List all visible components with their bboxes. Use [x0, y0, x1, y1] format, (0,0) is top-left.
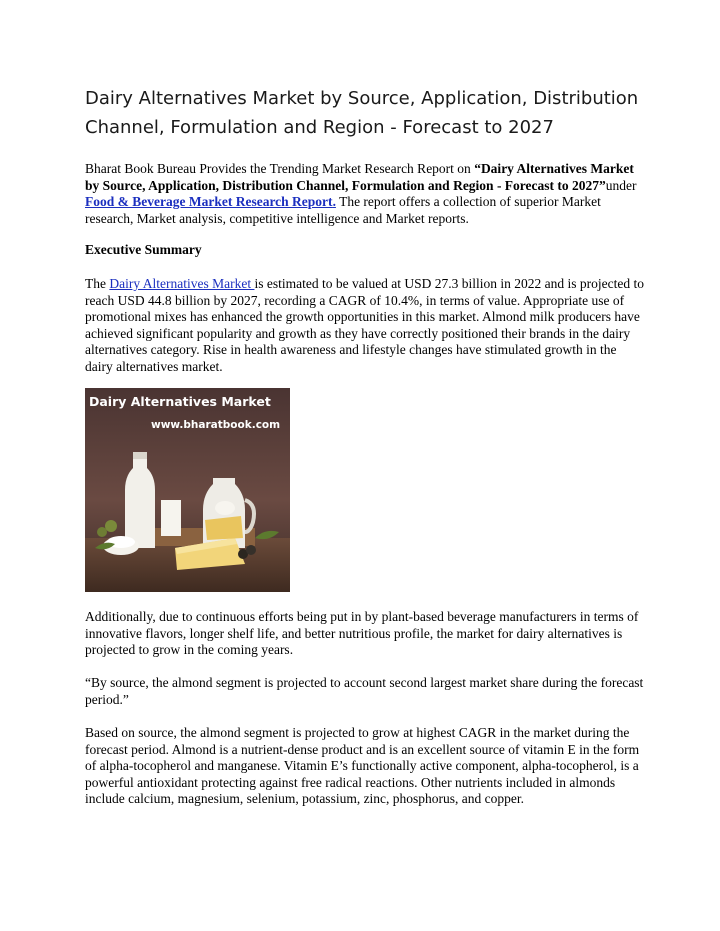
- source-quote-paragraph: “By source, the almond segment is projected to account second largest market share during the forecast period.”: [85, 675, 644, 707]
- summary-the: The: [85, 276, 110, 291]
- additionally-paragraph: Additionally, due to continuous efforts being put in by plant-based beverage manufacturers in terms of innovative flavors, longer shelf life, and better nutritious profile, the market for dairy alternatives is projected to grow in the coming years.: [85, 609, 639, 657]
- intro-text-after: The report offers a collection of superior Market research, Market analysis, competitive intelligence and Market reports.: [85, 194, 601, 226]
- dairy-products-image: [85, 388, 290, 592]
- executive-summary-heading: Executive Summary: [85, 242, 202, 257]
- document-title: Dairy Alternatives Market by Source, Application, Distribution Channel, Formulation and Region - Forecast to 2027: [85, 88, 639, 138]
- almond-source-paragraph: Based on source, the almond segment is projected to grow at highest CAGR in the market during the forecast period. Almond is a nutrient-dense product and is an excellent source of vitamin E in the form of alpha-tocopherol and manganese. Vitamin E’s functionally active component, alpha-tocopherol, is a powerful antioxidant protecting against free radical reactions. Other nutrients included in almonds include calcium, magnesium, selenium, potassium, zinc, phosphorus, and copper.: [85, 725, 640, 806]
- food-beverage-link-label: Food & Beverage Market Research Report: [85, 194, 333, 209]
- intro-paragraph: [85, 161, 645, 227]
- food-beverage-link-dot: .: [332, 194, 336, 209]
- summary-text: is estimated to be valued at USD 27.3 billion in 2022 and is projected to reach USD 44.8 billion by 2027, recording a CAGR of 10.4%, in terms of value. Appropriate use of promotional mixes has enhanced the growth opportunities in this market. Almond milk producers have achieved significant popularity and growth as they have correctly positioned their brands in the dairy alternatives category. Rise in health awareness and lifestyle changes have stimulated growth in the dairy alternatives market.: [85, 276, 645, 374]
- dairy-alternatives-market-link[interactable]: Dairy Alternatives Market: [109, 276, 255, 291]
- intro-under: under: [605, 177, 637, 193]
- food-beverage-report-link[interactable]: [85, 194, 336, 209]
- image-banner-title: Dairy Alternatives Market: [89, 394, 271, 409]
- summary-paragraph: [85, 276, 645, 375]
- image-banner-url: www.bharatbook.com: [151, 419, 281, 431]
- intro-text-before: Bharat Book Bureau Provides the Trending Market Research Report on: [85, 161, 475, 176]
- intro-report-title: “Dairy Alternatives Market by Source, Application, Distribution Channel, Formulation and Region - Forecast to 2027”: [85, 161, 634, 193]
